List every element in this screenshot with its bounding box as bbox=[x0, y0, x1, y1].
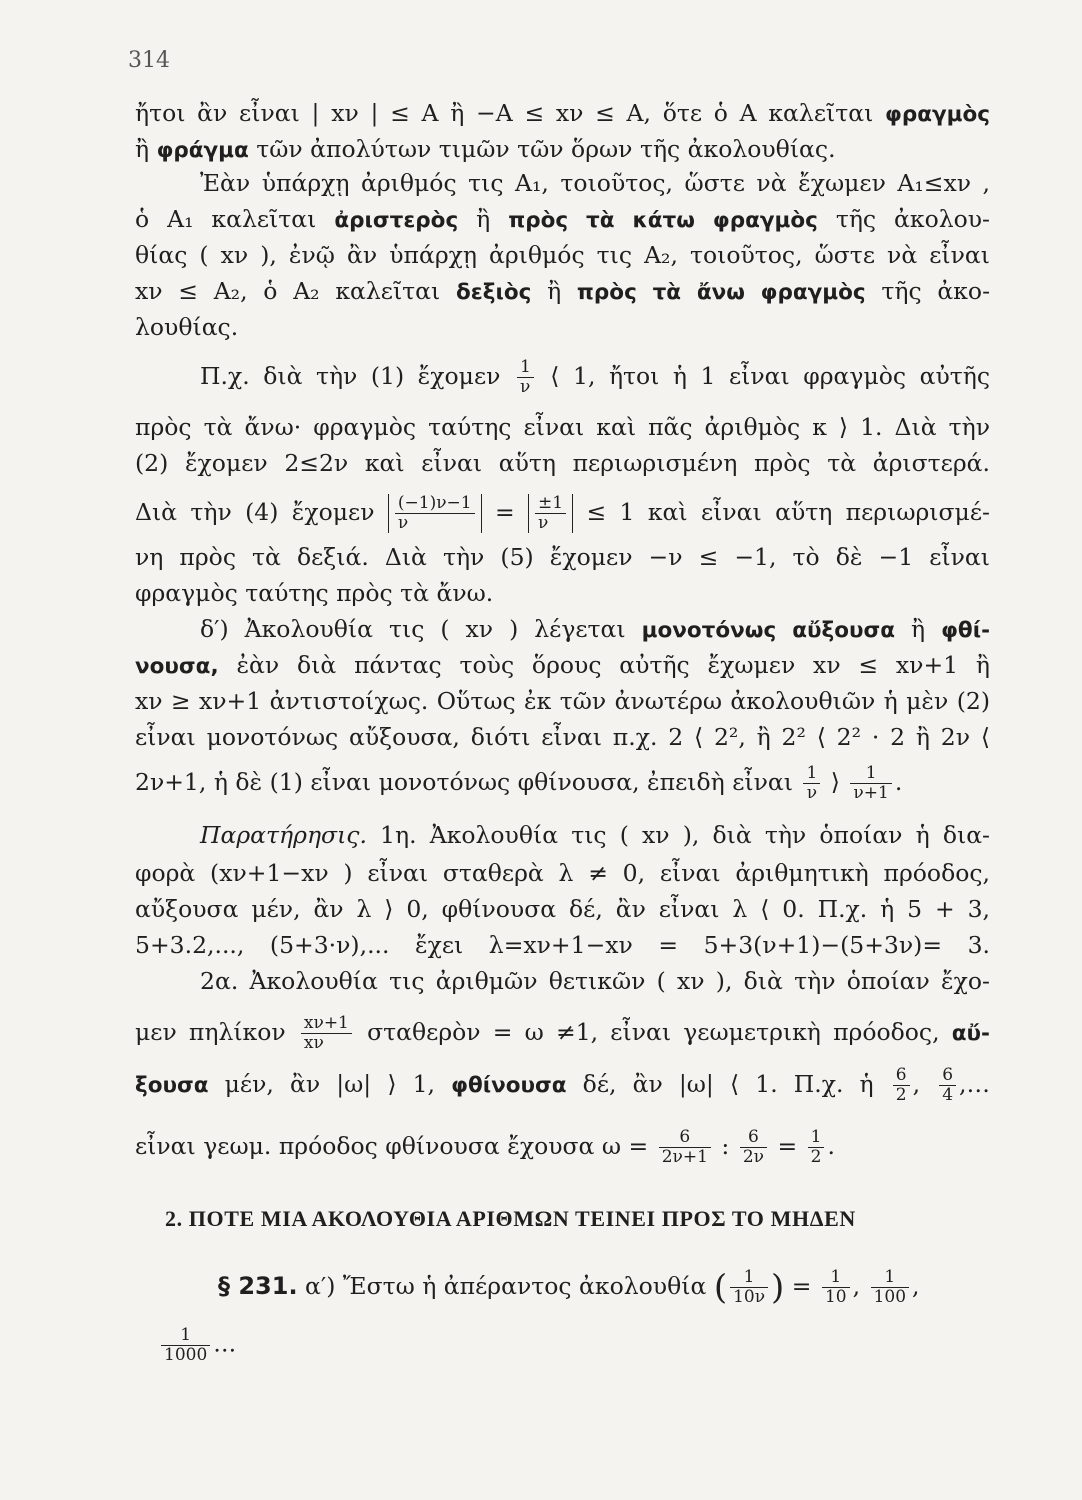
numerator: xν+1 bbox=[301, 1014, 352, 1034]
text-span: : bbox=[721, 1132, 730, 1160]
bold-term: φθί- bbox=[941, 618, 990, 643]
text-span: ἤτοι ἂν εἶναι | xν | ≤ A ἢ −A ≤ xν ≤ A, ὅτε ὁ A καλεῖται bbox=[135, 99, 886, 127]
text-span: , bbox=[912, 1272, 920, 1300]
numerator: 1 bbox=[822, 1268, 850, 1288]
text-span: ἢ bbox=[135, 135, 157, 163]
text-span: = bbox=[791, 1272, 812, 1300]
text-span: δέ, ἂν |ω| ⟨ 1. Π.χ. ἡ bbox=[566, 1070, 874, 1098]
text-line bbox=[135, 276, 990, 308]
numerator: 6 bbox=[939, 1066, 956, 1086]
denominator: 2 bbox=[895, 1085, 907, 1105]
text-span: τῆς ἀκολου- bbox=[817, 205, 990, 233]
fraction bbox=[893, 1066, 910, 1105]
text-line: 2α. Ἀκολουθία τις ἀριθμῶν θετικῶν ( xν ), διὰ τὴν ὁποίαν ἔχο- bbox=[200, 967, 990, 995]
numerator: 1 bbox=[850, 764, 891, 784]
text-span: μέν, ἂν |ω| ⟩ 1, bbox=[208, 1070, 452, 1098]
denominator: 2ν bbox=[742, 1147, 764, 1167]
text-line: 2ν+1, ἡ δὲ (1) εἶναι μονοτόνως φθίνουσα, ἐπειδὴ εἶναι $\frac{1}{\nu}$ ⟩ $\frac{1}{\nu+1}$ . bbox=[135, 763, 903, 803]
text-span: ἢ bbox=[531, 277, 577, 305]
text-line: λουθίας. bbox=[135, 313, 239, 341]
text-span: 2ν+1, ἡ δὲ (1) εἶναι μονοτόνως φθίνουσα, ἐπειδὴ εἶναι bbox=[135, 768, 793, 796]
text-line: xν ≥ xν+1 ἀντιστοίχως. Οὕτως ἐκ τῶν ἀνωτέρω ἀκολουθιῶν ἡ μὲν (2) bbox=[135, 687, 990, 715]
fraction bbox=[850, 764, 891, 803]
text-line: νη πρὸς τὰ δεξιά. Διὰ τὴν (5) ἔχομεν −ν ≤ −1, τὸ δὲ −1 εἶναι bbox=[135, 543, 990, 571]
bold-term: πρὸς τὰ κάτω φραγμὸς bbox=[508, 208, 818, 233]
paren-close: ) bbox=[771, 1267, 785, 1308]
denominator: ν bbox=[397, 513, 409, 533]
text-span: = bbox=[777, 1132, 798, 1160]
text-span: Π.χ. διὰ τὴν (1) ἔχομεν bbox=[200, 362, 501, 390]
text-line: εἶναι γεωμ. πρόοδος φθίνουσα ἔχουσα ω = $\frac{6}{2\nu+1}$ : $\frac{6}{2\nu}$ = $\frac{1}{2}$ . bbox=[135, 1127, 835, 1167]
numerator: (−1)ν−1 bbox=[395, 494, 475, 514]
text-span: ἢ bbox=[895, 615, 942, 643]
numerator: 6 bbox=[659, 1128, 711, 1148]
fraction bbox=[871, 1268, 909, 1307]
text-line: (2) ἔχομεν 2≤2ν καὶ εἶναι αὕτη περιωρισμένη πρὸς τὰ ἀριστερά. bbox=[135, 449, 990, 477]
text-line bbox=[218, 1268, 990, 1307]
numerator: 1 bbox=[808, 1128, 825, 1148]
numerator: 6 bbox=[740, 1128, 767, 1148]
fraction bbox=[822, 1268, 850, 1307]
text-span: ≤ 1 καὶ εἶναι αὕτη περιωρισμέ- bbox=[586, 498, 990, 526]
text-line: 5+3.2,..., (5+3·ν),... ἔχει λ=xν+1−xν = 5+3(ν+1)−(5+3ν)= 3. bbox=[135, 931, 990, 959]
section-heading: 2. ΠΟΤΕ ΜΙΑ ΑΚΟΛΟΥΘΙΑ ΑΡΙΘΜΩΝ ΤΕΙΝΕΙ ΠΡΟΣ ΤΟ ΜΗΔΕΝ bbox=[165, 1206, 856, 1231]
text-span: σταθερὸν = ω ≠1, εἶναι γεωμετρικὴ πρόοδος, bbox=[367, 1018, 952, 1046]
bold-term: φραγμὸς bbox=[885, 102, 990, 127]
text-line: φραγμὸς ταύτης πρὸς τὰ ἄνω. bbox=[135, 579, 494, 607]
text-line: ξουσα μέν, ἂν |ω| ⟩ 1, φθίνουσα δέ, ἂν |ω| ⟨ 1. Π.χ. ἡ $\frac{6}{2}$ , $\frac{6}{4}$ ,… bbox=[135, 1065, 990, 1105]
denominator: 100 bbox=[873, 1287, 907, 1307]
text-line: αὔξουσα μέν, ἂν λ ⟩ 0, φθίνουσα δέ, ἂν εἶναι λ ⟨ 0. Π.χ. ἡ 5 + 3, bbox=[135, 895, 990, 923]
text-span: δ′) Ἀκολουθία τις ( xν ) λέγεται bbox=[200, 615, 642, 643]
numerator: 1 bbox=[517, 358, 534, 378]
text-line bbox=[135, 98, 990, 130]
paren-open: ( bbox=[713, 1267, 728, 1308]
text-span: , bbox=[852, 1272, 861, 1300]
text-span: ὁ A₁ καλεῖται bbox=[135, 205, 335, 233]
fraction bbox=[659, 1128, 711, 1167]
fraction bbox=[740, 1128, 767, 1167]
text-span: εἶναι γεωμ. πρόοδος φθίνουσα ἔχουσα ω = bbox=[135, 1132, 649, 1160]
numerator: 1 bbox=[871, 1268, 909, 1288]
numerator: 1 bbox=[161, 1326, 210, 1346]
fraction bbox=[535, 494, 566, 533]
text-line bbox=[200, 358, 990, 397]
text-line: πρὸς τὰ ἄνω· φραγμὸς ταύτης εἶναι καὶ πᾶς ἀριθμὸς κ ⟩ 1. Διὰ τὴν bbox=[135, 413, 990, 441]
text-line bbox=[200, 614, 990, 646]
text-span: 1η. Ἀκολουθία τις ( xν ), διὰ τὴν ὁποίαν ἡ δια- bbox=[366, 821, 990, 849]
text-line: θίας ( xν ), ἐνῷ ἂν ὑπάρχῃ ἀριθμός τις A₂, τοιοῦτος, ὥστε νὰ εἶναι bbox=[135, 241, 990, 269]
numerator: 6 bbox=[893, 1066, 910, 1086]
denominator: 1000 bbox=[164, 1345, 208, 1365]
italic-term: Παρατήρησις. bbox=[200, 821, 367, 849]
denominator: 4 bbox=[942, 1085, 954, 1105]
page-number: 314 bbox=[128, 48, 170, 73]
bold-term: φράγμα bbox=[156, 138, 249, 163]
text-line bbox=[135, 204, 990, 236]
text-line bbox=[158, 1326, 236, 1365]
numerator: 1 bbox=[803, 764, 820, 784]
denominator: 10 bbox=[824, 1287, 847, 1307]
denominator: ν bbox=[806, 783, 818, 803]
text-span: … bbox=[213, 1331, 237, 1358]
fraction bbox=[803, 764, 820, 803]
section-number: § 231. bbox=[218, 1272, 298, 1300]
bold-term: ἀριστερὸς bbox=[334, 208, 459, 233]
text-span: τῶν ἀπολύτων τιμῶν τῶν ὅρων τῆς ἀκολουθίας. bbox=[248, 135, 836, 163]
bold-term: νουσα, bbox=[135, 654, 219, 679]
fraction bbox=[808, 1128, 825, 1167]
text-line bbox=[200, 820, 990, 850]
denominator: ν bbox=[519, 377, 531, 397]
fraction bbox=[517, 358, 534, 397]
fraction bbox=[161, 1326, 210, 1365]
text-span: ⟩ bbox=[830, 768, 840, 796]
text-span: = bbox=[494, 498, 515, 526]
fraction bbox=[939, 1066, 956, 1105]
numerator: ±1 bbox=[535, 494, 566, 514]
text-span: ἐὰν διὰ πάντας τοὺς ὅρους αὐτῆς ἔχωμεν xν ≤ xν+1 ἢ bbox=[218, 651, 990, 679]
text-line bbox=[135, 650, 990, 682]
text-span: μεν πηλίκον bbox=[135, 1018, 286, 1046]
denominator: ν bbox=[538, 513, 549, 533]
bold-term: δεξιὸς bbox=[456, 280, 532, 305]
text-span: ἢ bbox=[458, 205, 509, 233]
denominator: 10ν bbox=[733, 1287, 766, 1307]
bold-term: ξουσα bbox=[135, 1073, 209, 1098]
fraction bbox=[301, 1014, 352, 1053]
numerator: 1 bbox=[730, 1268, 768, 1288]
bold-term: φθίνουσα bbox=[451, 1073, 567, 1098]
fraction bbox=[730, 1268, 768, 1307]
absolute-value bbox=[528, 494, 573, 533]
bold-term: πρὸς τὰ ἄνω φραγμὸς bbox=[576, 280, 866, 305]
bold-term: αὔ- bbox=[951, 1021, 990, 1046]
text-span: α′) Ἔστω ἡ ἀπέραντος ἀκολουθία bbox=[297, 1272, 707, 1300]
text-span: τῆς ἀκο- bbox=[865, 277, 991, 305]
denominator: 2 bbox=[810, 1147, 822, 1167]
text-line bbox=[135, 134, 990, 166]
text-line bbox=[135, 1014, 990, 1053]
denominator: 2ν+1 bbox=[661, 1147, 708, 1167]
text-line: Ἐὰν ὑπάρχῃ ἀριθμός τις A₁, τοιοῦτος, ὥστε νὰ ἔχωμεν A₁≤xν , bbox=[200, 169, 990, 197]
text-line: εἶναι μονοτόνως αὔξουσα, διότι εἶναι π.χ. 2 ⟨ 2², ἢ 2² ⟨ 2² · 2 ἢ 2ν ⟨ bbox=[135, 723, 990, 751]
text-span: ,… bbox=[959, 1070, 990, 1098]
text-span: Διὰ τὴν (4) ἔχομεν bbox=[135, 498, 375, 526]
text-span: xν ≤ A₂, ὁ A₂ καλεῖται bbox=[135, 277, 456, 305]
denominator: xν bbox=[303, 1033, 324, 1053]
text-line: φορὰ (xν+1−xν ) εἶναι σταθερὰ λ ≠ 0, εἶναι ἀριθμητικὴ πρόοδος, bbox=[135, 859, 990, 887]
bold-term: μονοτόνως αὔξουσα bbox=[641, 618, 896, 643]
fraction bbox=[395, 494, 475, 533]
text-span: ⟨ 1, ἤτοι ἡ 1 εἶναι φραγμὸς αὐτῆς bbox=[550, 362, 990, 390]
absolute-value bbox=[388, 494, 482, 533]
text-line bbox=[135, 494, 990, 533]
denominator: ν+1 bbox=[853, 783, 889, 803]
